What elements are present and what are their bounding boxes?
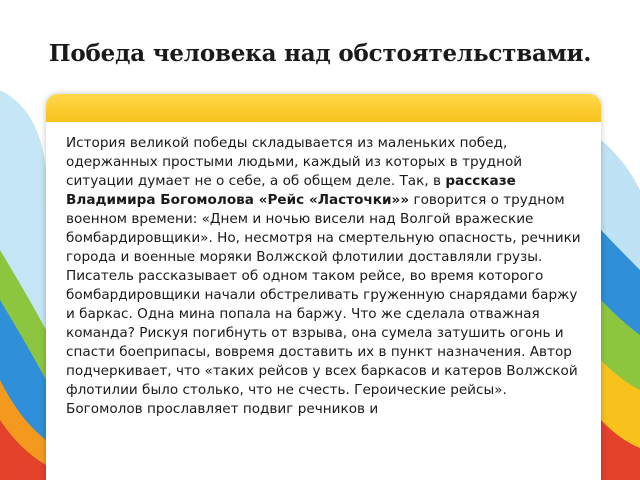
- body-text-bold-reference: рассказе Владимира Богомолова «Рейс «Ласточки»»: [66, 173, 516, 208]
- card-body-text: [66, 134, 586, 419]
- body-text-part2: говорится о трудном военном времени: «Днем и ночью висели над Волгой вражеские бомбардировщики». Но, несмотря на смертельную опасность, речники города и военные моряки Волжской флотилии доставляли грузы. Писатель рассказывает об одном таком рейсе, во время которого бомбардировщики начали обстреливать груженную снарядами баржу и баркас. Одна мина попала на баржу. Что же сделала отважная команда? Рискуя погибнуть от взрыва, она сумела затушить огонь и спасти боеприпасы, вовремя доставить их в пункт назначения. Автор подчеркивает, что «таких рейсов у всех баркасов и катеров Волжской флотилии было столько, что не счесть. Героические рейсы». Богомолов прославляет подвиг речников и: [66, 192, 581, 417]
- body-text-part1: История великой победы складывается из маленьких побед, одержанных простыми людьми, каждый из которых в трудной ситуации думает не о себе, а об общем деле. Так, в: [66, 135, 523, 189]
- slide-title: Победа человека над обстоятельствами.: [48, 40, 592, 67]
- card-header-band: [46, 94, 601, 122]
- content-card: [46, 94, 601, 480]
